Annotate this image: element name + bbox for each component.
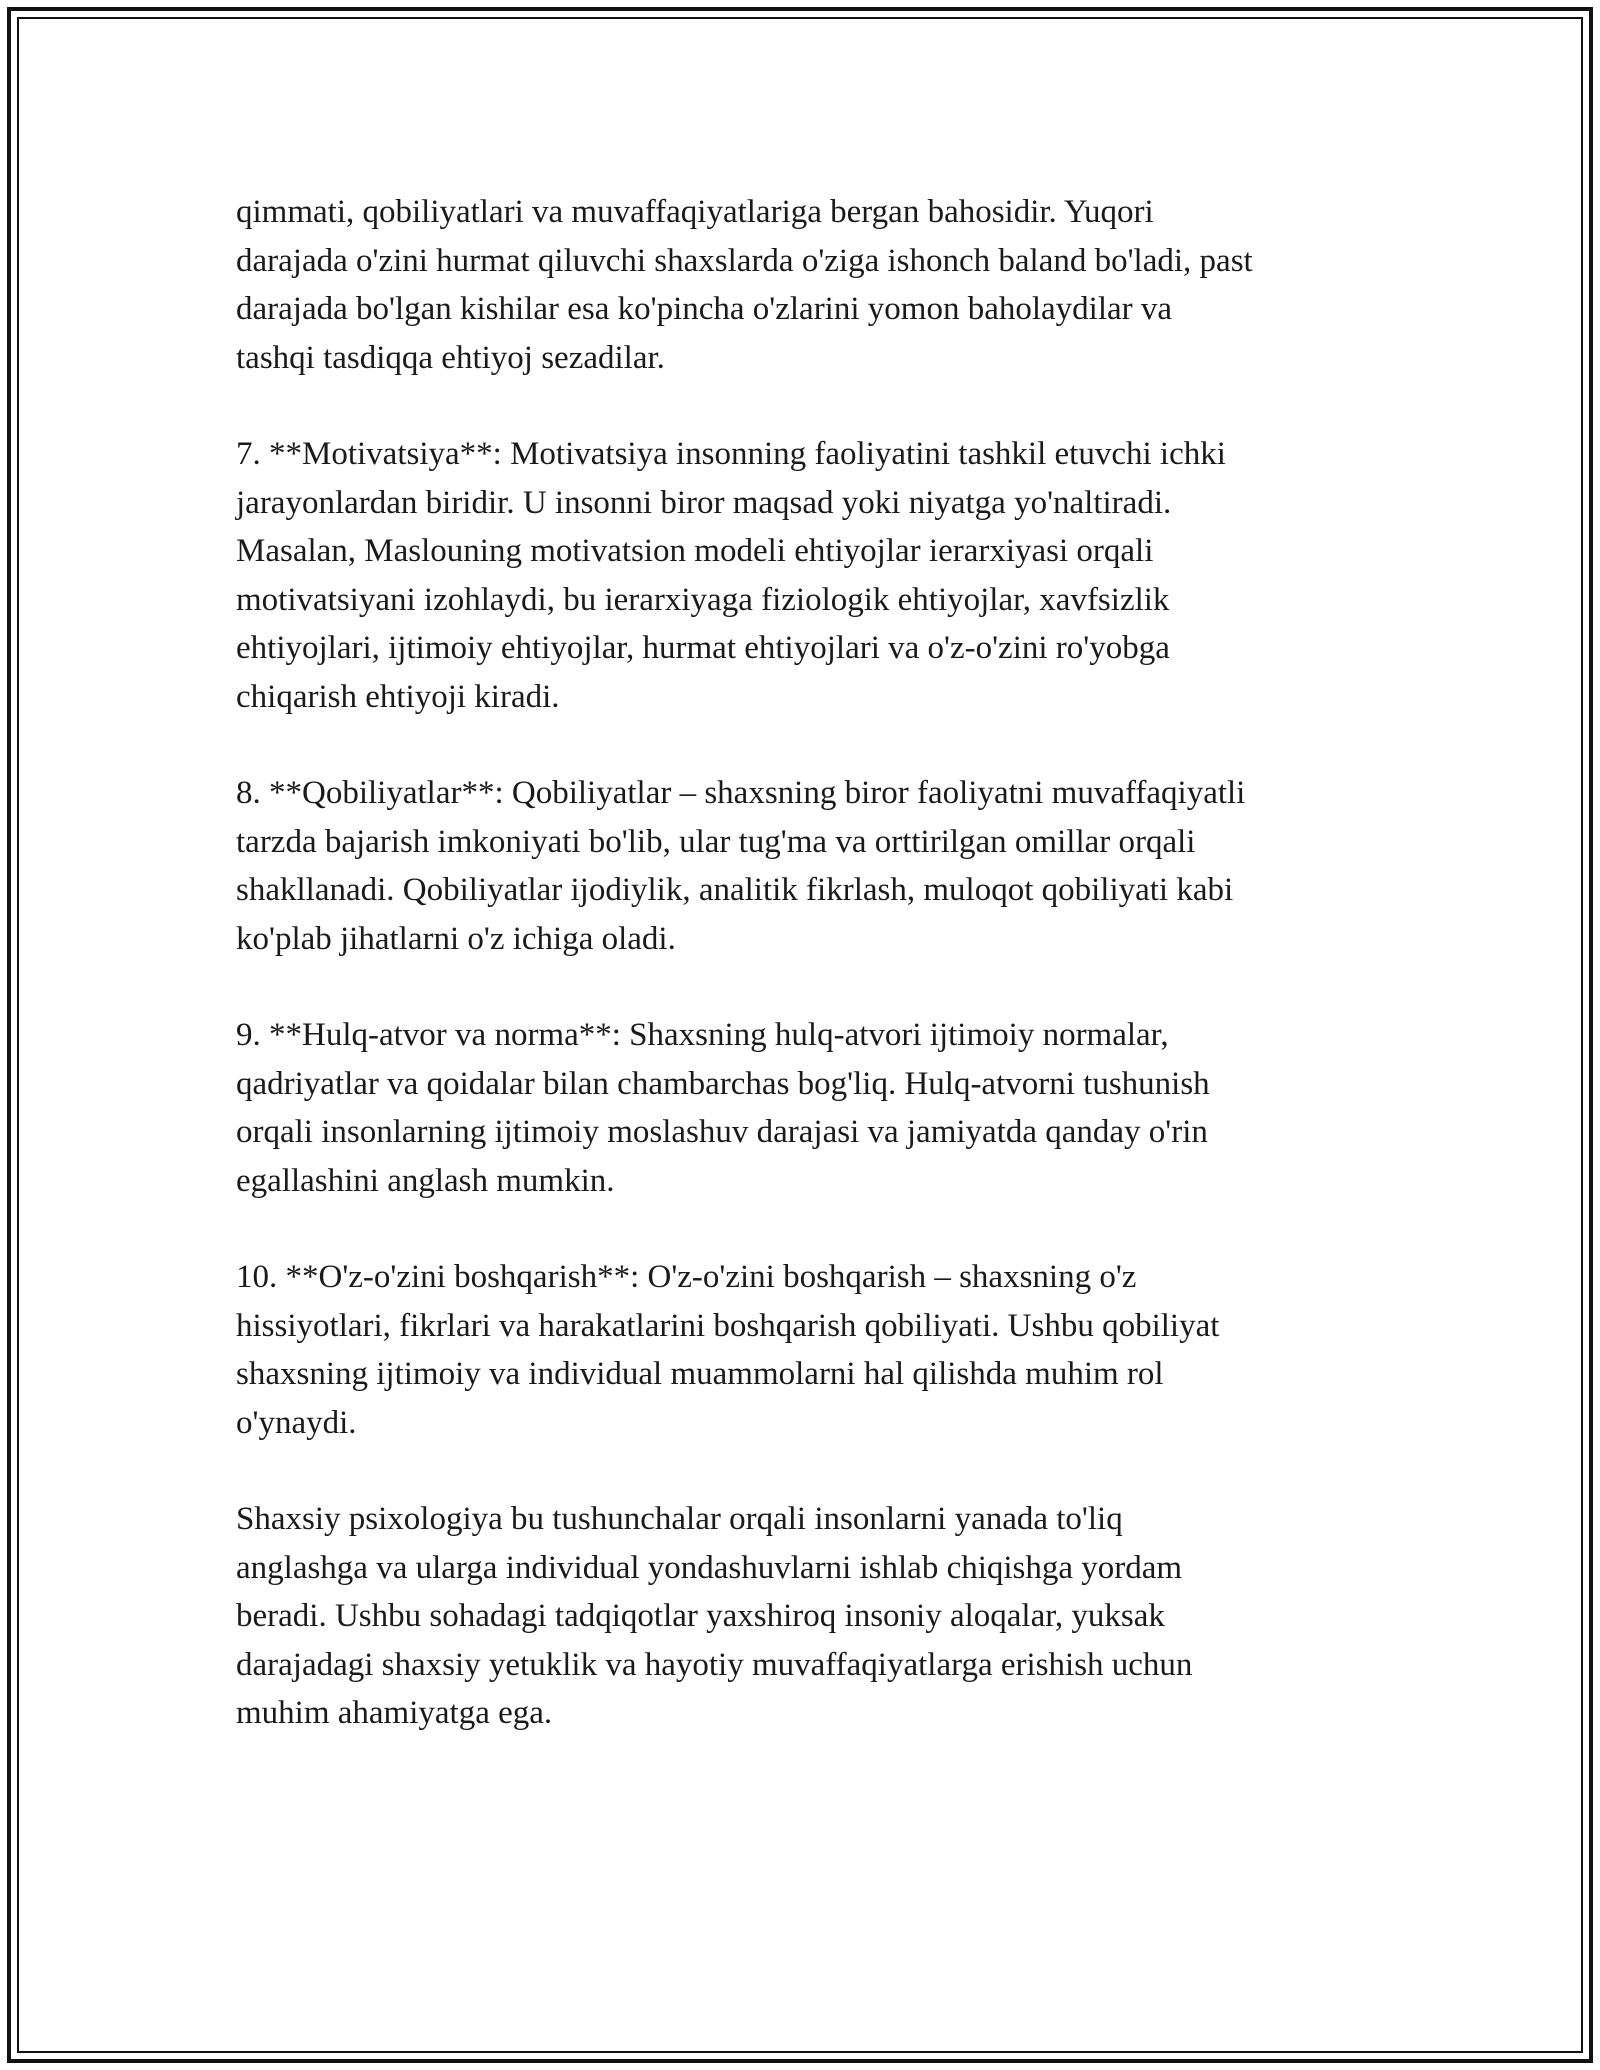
paragraph-behavior-norms: 9. **Hulq-atvor va norma**: Shaxsning hulq-atvori ijtimoiy normalar, qadriyatlar va qoidalar bilan chambarchas bog'liq. Hulq-atvorni tushunish orqali insonlarning ijtimoiy moslashuv darajasi va jamiyatda qanday o'rin egallashini anglash mumkin. <box>236 1017 1210 1199</box>
paragraph-motivation: 7. **Motivatsiya**: Motivatsiya insonning faoliyatini tashkil etuvchi ichki jarayonlardan biridir. U insonni biror maqsad yoki niyatga yo'naltiradi. Masalan, Maslouning motivatsion modeli ehtiyojlar ierarxiyasi orqali motivatsiyani izohlaydi, bu ierarxiyaga fiziologik ehtiyojlar, xavfsizlik ehtiyojlari, ijtimoiy ehtiyojlar, hurmat ehtiyojlari va o'z-o'zini ro'yobga chiqarish ehtiyoji kiradi. <box>236 436 1226 715</box>
paragraph-self-regulation: 10. **O'z-o'zini boshqarish**: O'z-o'zini boshqarish – shaxsning o'z hissiyotlari, fikrlari va harakatlarini boshqarish qobiliyati. Ushbu qobiliyat shaxsning ijtimoiy va individual muammolarni hal qilishda muhim rol o'ynaydi. <box>236 1259 1220 1441</box>
paragraph-abilities: 8. **Qobiliyatlar**: Qobiliyatlar – shaxsning biror faoliyatni muvaffaqiyatli tarzda bajarish imkoniyati bo'lib, ular tug'ma va orttirilgan omillar orqali shakllanadi. Qobiliyatlar ijodiylik, analitik fikrlash, muloqot qobiliyati kabi ko'plab jihatlarni o'z ichiga oladi. <box>236 775 1246 957</box>
paragraph-self-esteem-continuation: qimmati, qobiliyatlari va muvaffaqiyatlariga bergan bahosidir. Yuqori darajada o'zini hurmat qiluvchi shaxslarda o'ziga ishonch baland bo'ladi, past darajada bo'lgan kishilar esa ko'pincha o'zlarini yomon baholaydilar va tashqi tasdiqqa ehtiyoj sezadilar. <box>236 194 1253 376</box>
document-body <box>236 188 1386 1786</box>
paragraph-conclusion: Shaxsiy psixologiya bu tushunchalar orqali insonlarni yanada to'liq anglashga va ularga individual yondashuvlarni ishlab chiqishga yordam beradi. Ushbu sohadagi tadqiqotlar yaxshiroq insoniy aloqalar, yuksak darajadagi shaxsiy yetuklik va hayotiy muvaffaqiyatlarga erishish uchun muhim ahamiyatga ega. <box>236 1501 1193 1731</box>
